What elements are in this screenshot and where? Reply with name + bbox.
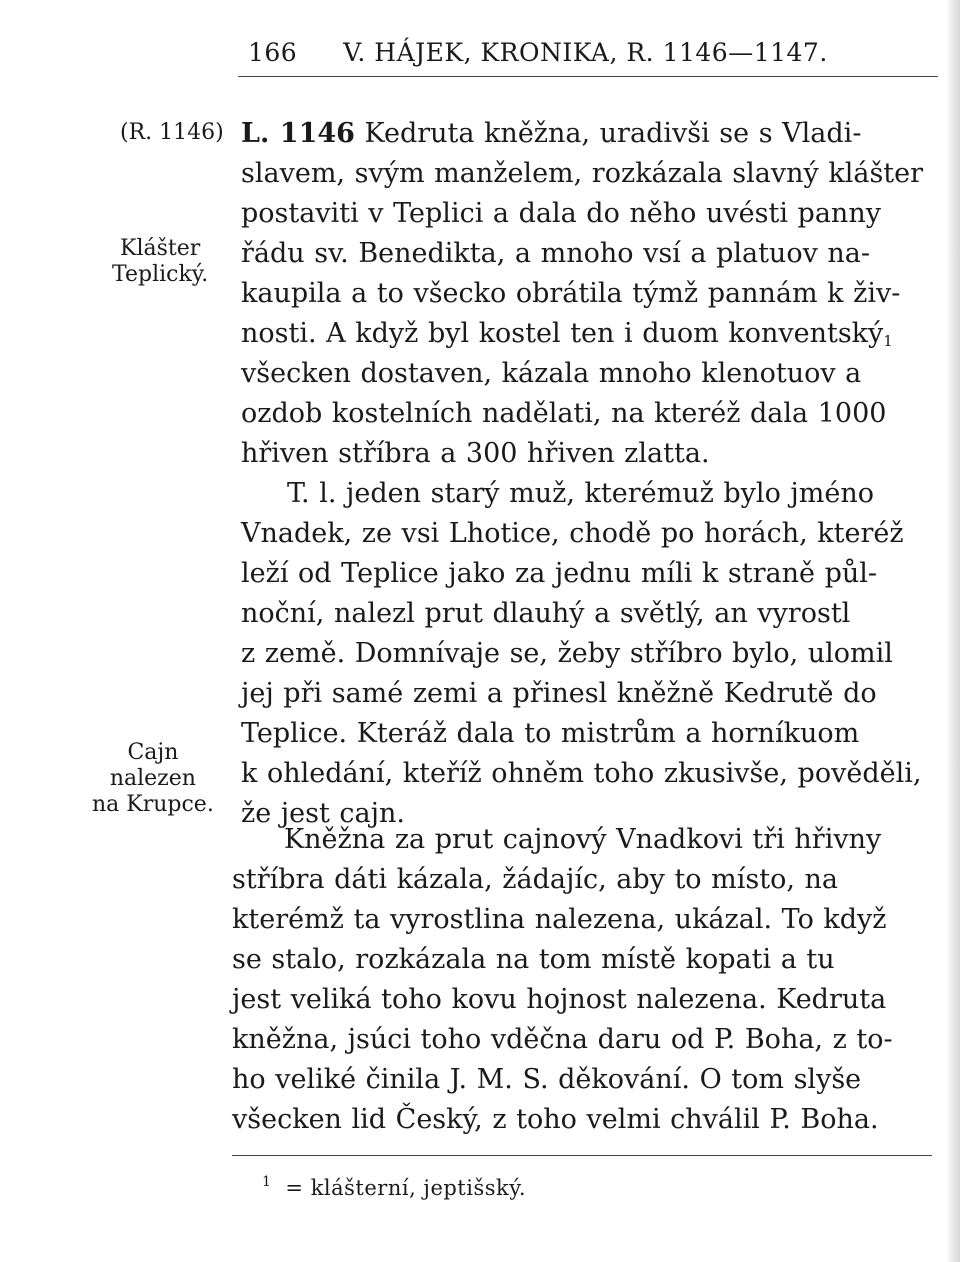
margin-year: (R. 1146): [120, 120, 224, 145]
text-line: T. l. jeden starý muž, kterémuž bylo jméno: [287, 478, 874, 509]
paragraph-1: [241, 114, 923, 474]
text-line: Teplice. Kteráž dala to mistrům a horníkuom: [241, 718, 860, 749]
footnote-text: = klášterní, jeptišský.: [285, 1176, 526, 1200]
text-line: ho veliké činila J. M. S. děkování. O tom slyše: [232, 1064, 862, 1095]
text-line: postaviti v Teplici a dala do něho uvésti panny: [241, 198, 881, 229]
text-line: jej při samé zemi a přinesl kněžně Kedrutě do: [241, 678, 877, 709]
footnote-reference: 1: [883, 332, 893, 350]
year-heading: L. 1146: [241, 118, 355, 149]
text-line: hřiven stříbra a 300 hřiven zlatta.: [241, 438, 710, 469]
scan-edge-shadow: [946, 0, 960, 1262]
margin-cajn-line2: nalezen: [109, 766, 196, 791]
text-line: noční, nalezl prut dlauhý a světlý, an vyrostl: [241, 598, 851, 629]
text-line: kterémž ta vyrostlina nalezena, ukázal. To když: [232, 904, 887, 935]
text-line: stříbra dáti kázala, žádajíc, aby to místo, na: [232, 864, 838, 895]
page-number: 166: [248, 38, 298, 67]
running-title: V. HÁJEK, KRONIKA, R. 1146—1147.: [343, 38, 828, 67]
margin-note-year: [120, 120, 224, 146]
text-line: k ohledání, kteříž ohněm toho zkusivše, pověděli,: [241, 758, 922, 789]
line-text: Kedruta kněžna, uradivši se s Vladi-: [364, 118, 862, 149]
text-line: kaupila a to všecko obrátila týmž pannám k živ-: [241, 278, 901, 309]
text-line: všecken dostaven, kázala mnoho klenotuov a: [241, 358, 862, 389]
footnote-rule: [232, 1155, 932, 1156]
text-line: z země. Domnívaje se, žeby stříbro bylo, ulomil: [241, 638, 893, 669]
text-line: se stalo, rozkázala na tom místě kopati a tu: [232, 944, 835, 975]
text-line: [241, 314, 923, 354]
text-line: všecken lid Český, z toho velmi chválil P. Boha.: [232, 1104, 879, 1135]
margin-cajn-line3: na Krupce.: [92, 792, 214, 817]
margin-klaster-line2: Teplický.: [112, 262, 209, 287]
text-line: řádu sv. Benedikta, a mnoho vsí a platuov na-: [241, 238, 871, 269]
text-line: že jest cajn.: [241, 798, 405, 829]
text-line: [241, 114, 923, 154]
margin-note-cajn: [92, 740, 214, 818]
text-line: kněžna, jsúci toho vděčna daru od P. Boha, z to-: [232, 1024, 893, 1055]
line-text: nosti. A když byl kostel ten i duom konventský: [241, 318, 884, 349]
header-rule: [238, 76, 938, 77]
margin-note-klaster: [112, 236, 208, 288]
paragraph-3: [232, 820, 893, 1140]
text-line: Kněžna za prut cajnový Vnadkovi tři hřivny: [284, 824, 882, 855]
text-line: jest veliká toho kovu hojnost nalezena. Kedruta: [232, 984, 887, 1015]
text-line: slavem, svým manželem, rozkázala slavný klášter: [241, 158, 924, 189]
footnote: [262, 1176, 526, 1200]
text-line: Vnadek, ze vsi Lhotice, chodě po horách, kteréž: [241, 518, 904, 549]
text-line: ozdob kostelních nadělati, na kteréž dala 1000: [241, 398, 887, 429]
text-line: leží od Teplice jako za jednu míli k straně půl-: [241, 558, 877, 589]
margin-klaster-line1: Klášter: [120, 236, 201, 261]
footnote-marker: 1: [262, 1174, 272, 1190]
running-header: [248, 38, 848, 67]
paragraph-2: [241, 474, 921, 834]
margin-cajn-line1: Cajn: [127, 740, 179, 765]
